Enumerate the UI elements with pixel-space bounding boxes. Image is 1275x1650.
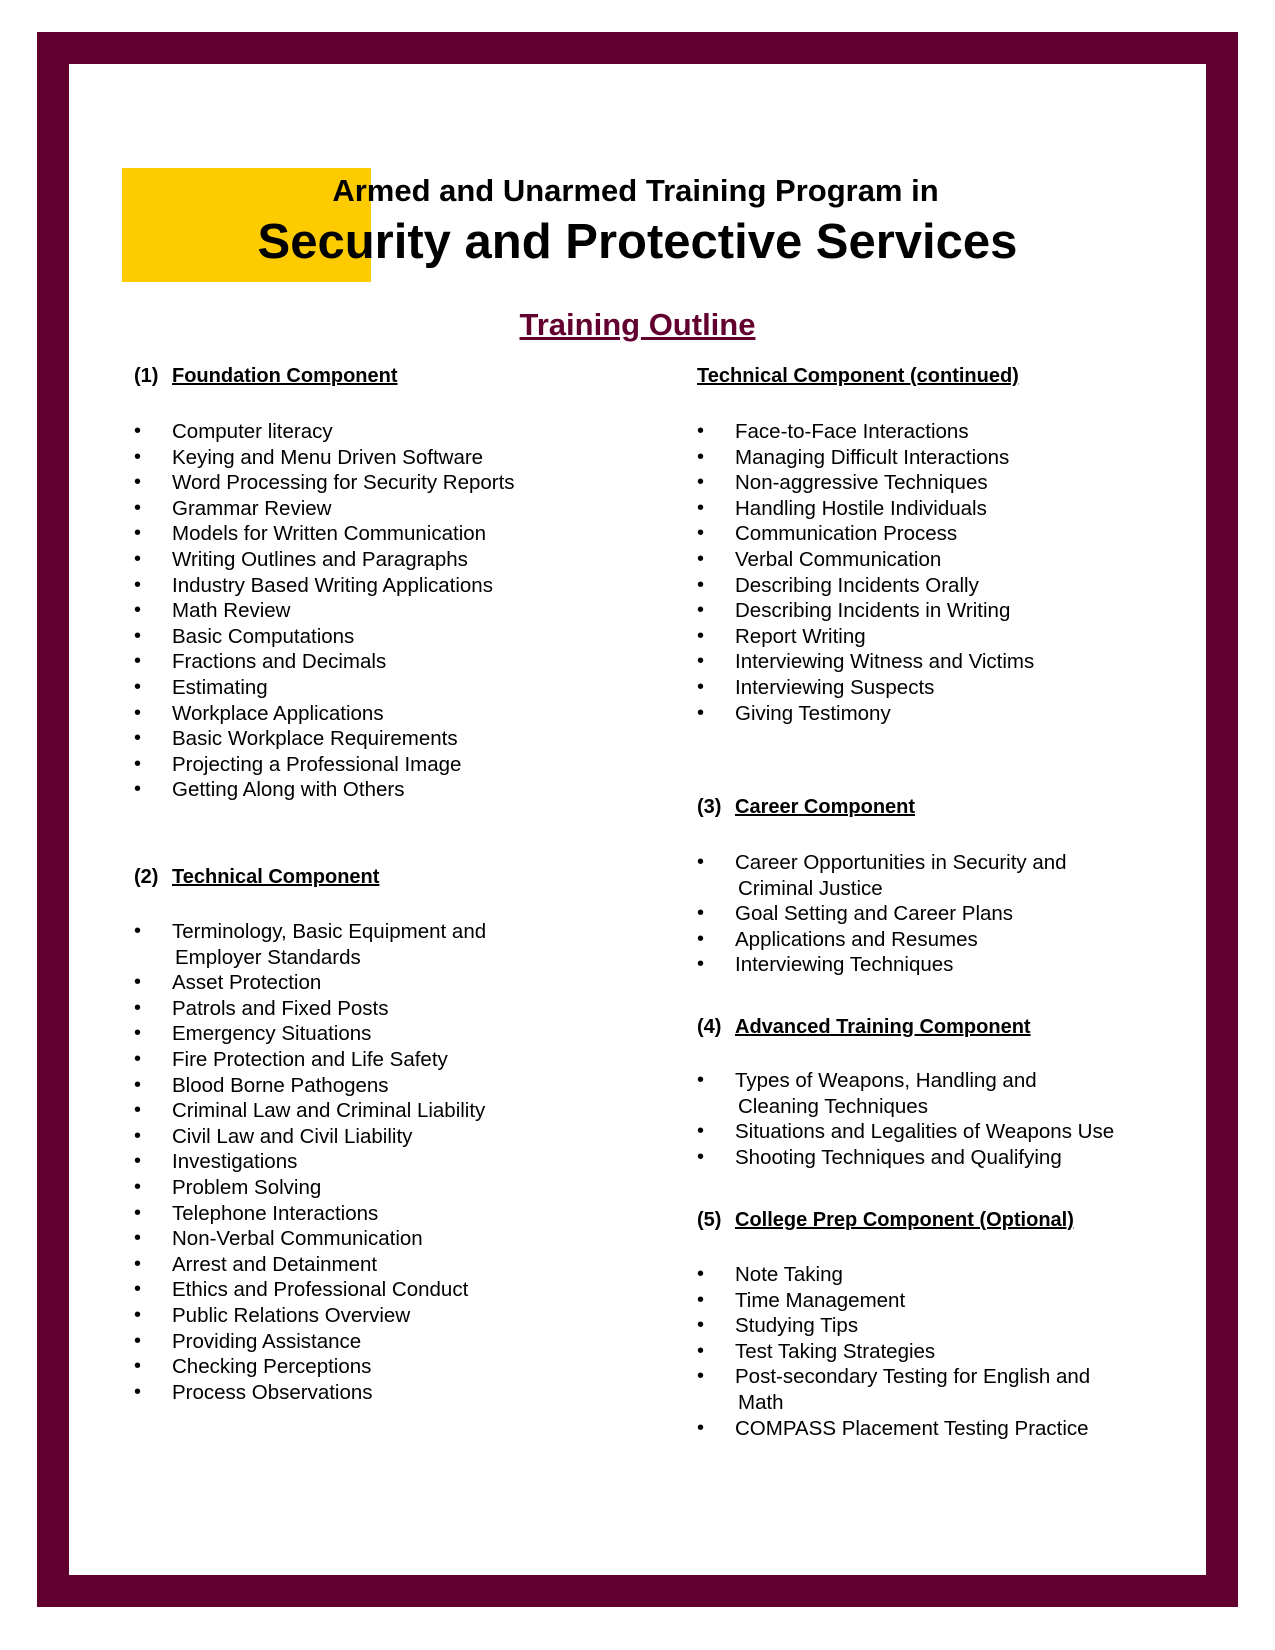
list-item (697, 675, 1034, 701)
career-list (697, 850, 1067, 978)
section-number: (1) (134, 365, 159, 387)
technical-continued-list (697, 419, 1034, 726)
list-item-text: Investigations (172, 1150, 298, 1174)
list-item (134, 1226, 486, 1252)
list-item (697, 573, 1034, 599)
list-item (134, 1329, 486, 1355)
list-item (697, 1339, 1090, 1365)
list-item-text: Public Relations Overview (172, 1303, 411, 1327)
list-item-text: Giving Testimony (735, 701, 891, 725)
list-item-text: Writing Outlines and Paragraphs (172, 547, 468, 571)
list-item (697, 701, 1034, 727)
list-item-text: Shooting Techniques and Qualifying (735, 1145, 1062, 1169)
list-item-text: Handling Hostile Individuals (735, 496, 987, 520)
list-item-text: Keying and Menu Driven Software (172, 445, 484, 469)
list-item-text: Terminology, Basic Equipment and (172, 920, 487, 943)
list-item (697, 1068, 1114, 1119)
list-item (134, 445, 515, 471)
list-item (697, 470, 1034, 496)
list-item-text: Applications and Resumes (735, 927, 978, 951)
list-item-text: Career Opportunities in Security and (735, 851, 1067, 874)
list-item-text: Interviewing Witness and Victims (735, 650, 1035, 674)
section-label: Technical Component (172, 866, 380, 888)
list-item (697, 445, 1034, 471)
list-item-text: Projecting a Professional Image (172, 752, 462, 776)
list-item (697, 1119, 1114, 1145)
section-number: (2) (134, 866, 159, 888)
section-number: (3) (697, 796, 722, 818)
list-item-text: Checking Perceptions (172, 1355, 372, 1379)
section-label: Foundation Component (172, 365, 398, 387)
section-heading-technical-continued (697, 365, 1019, 388)
list-item (134, 419, 515, 445)
section-label: Technical Component (continued) (697, 365, 1019, 387)
list-item (134, 1149, 486, 1175)
list-item (697, 649, 1034, 675)
training-outline-heading: Training Outline (519, 307, 756, 342)
list-item-text: Describing Incidents Orally (735, 573, 979, 597)
list-item-text: Situations and Legalities of Weapons Use (735, 1120, 1115, 1144)
list-item (697, 1416, 1090, 1442)
list-item (134, 777, 515, 803)
list-item-text: Process Observations (172, 1380, 373, 1404)
list-item (134, 470, 515, 496)
list-item (134, 598, 515, 624)
list-item (134, 649, 515, 675)
advanced-list (697, 1068, 1114, 1170)
list-item (697, 901, 1067, 927)
list-item-text: Report Writing (735, 624, 866, 648)
list-item-text: Non-Verbal Communication (172, 1227, 423, 1251)
list-item-text: Industry Based Writing Applications (172, 573, 493, 597)
list-item-text: Word Processing for Security Reports (172, 471, 515, 495)
list-item-text: Computer literacy (172, 420, 333, 443)
list-item-text: Time Management (735, 1288, 906, 1312)
list-item-text: Math Review (172, 599, 291, 623)
list-item-text: Patrols and Fixed Posts (172, 996, 389, 1020)
list-item-text: Providing Assistance (172, 1329, 362, 1353)
list-item-text-continued: Employer Standards (175, 945, 361, 969)
list-item (697, 952, 1067, 978)
section-heading-advanced (697, 1016, 1031, 1039)
section-number: (5) (697, 1209, 722, 1231)
list-item-text: Models for Written Communication (172, 522, 487, 546)
list-item-text: Grammar Review (172, 496, 332, 520)
list-item (134, 996, 486, 1022)
list-item (134, 1277, 486, 1303)
list-item-text: Workplace Applications (172, 701, 384, 725)
list-item (697, 1313, 1090, 1339)
list-item (697, 1288, 1090, 1314)
list-item (134, 675, 515, 701)
list-item-text: Post-secondary Testing for English and (735, 1365, 1091, 1389)
list-item (134, 752, 515, 778)
list-item (134, 1303, 486, 1329)
list-item-text: Civil Law and Civil Liability (172, 1124, 413, 1148)
list-item-text: Describing Incidents in Writing (735, 599, 1011, 623)
list-item (697, 1364, 1090, 1415)
list-item (134, 1047, 486, 1073)
list-item-text: Interviewing Techniques (735, 953, 954, 977)
section-label: Advanced Training Component (735, 1016, 1031, 1038)
technical-list (134, 919, 486, 1405)
list-item (134, 1098, 486, 1124)
list-item (134, 1124, 486, 1150)
list-item-text-continued: Cleaning Techniques (738, 1094, 928, 1118)
list-item-text: Note Taking (735, 1263, 843, 1286)
list-item-text: Arrest and Detainment (172, 1252, 378, 1276)
list-item (697, 547, 1034, 573)
list-item (697, 521, 1034, 547)
list-item-text: Studying Tips (735, 1314, 859, 1338)
list-item-text: Problem Solving (172, 1175, 322, 1199)
list-item-text: Types of Weapons, Handling and (735, 1069, 1037, 1092)
list-item (134, 496, 515, 522)
title-line-1: Armed and Unarmed Training Program in (332, 173, 939, 208)
list-item (697, 850, 1067, 901)
list-item (134, 1201, 486, 1227)
list-item-text: Criminal Law and Criminal Liability (172, 1099, 486, 1123)
list-item (134, 1073, 486, 1099)
list-item-text: Verbal Communication (735, 547, 942, 571)
section-label: College Prep Component (Optional) (735, 1209, 1074, 1231)
list-item-text: Basic Workplace Requirements (172, 727, 458, 751)
list-item (134, 701, 515, 727)
section-heading-foundation (134, 365, 398, 388)
list-item-text: Non-aggressive Techniques (735, 471, 988, 495)
list-item (697, 624, 1034, 650)
list-item (134, 1380, 486, 1406)
list-item-text: Managing Difficult Interactions (735, 445, 1010, 469)
list-item-text: Fire Protection and Life Safety (172, 1047, 448, 1071)
list-item-text: COMPASS Placement Testing Practice (735, 1416, 1089, 1440)
list-item-text: Communication Process (735, 522, 958, 546)
section-label: Career Component (735, 796, 916, 818)
list-item-text-continued: Criminal Justice (738, 876, 883, 900)
list-item (697, 927, 1067, 953)
list-item (697, 1262, 1090, 1288)
list-item (697, 419, 1034, 445)
list-item (134, 624, 515, 650)
section-heading-career (697, 796, 915, 819)
list-item (697, 496, 1034, 522)
list-item-text: Face-to-Face Interactions (735, 420, 969, 443)
list-item (134, 521, 515, 547)
list-item-text: Ethics and Professional Conduct (172, 1278, 469, 1302)
list-item (134, 726, 515, 752)
list-item-text: Basic Computations (172, 624, 355, 648)
foundation-list (134, 419, 515, 803)
list-item (134, 1175, 486, 1201)
list-item (134, 1021, 486, 1047)
list-item (697, 1145, 1114, 1171)
list-item-text: Goal Setting and Career Plans (735, 902, 1014, 926)
list-item-text: Estimating (172, 675, 268, 699)
list-item-text: Getting Along with Others (172, 778, 405, 802)
title-line-2: Security and Protective Services (257, 215, 1018, 269)
college-prep-list (697, 1262, 1090, 1441)
section-heading-college-prep (697, 1209, 1074, 1232)
list-item-text: Blood Borne Pathogens (172, 1073, 389, 1097)
list-item-text: Interviewing Suspects (735, 675, 935, 699)
list-item (134, 547, 515, 573)
list-item (134, 1354, 486, 1380)
list-item-text-continued: Math (738, 1390, 784, 1414)
list-item-text: Emergency Situations (172, 1022, 372, 1046)
section-number: (4) (697, 1016, 722, 1038)
list-item (134, 1252, 486, 1278)
list-item (134, 919, 486, 970)
list-item (697, 598, 1034, 624)
list-item-text: Fractions and Decimals (172, 650, 387, 674)
list-item (134, 573, 515, 599)
list-item-text: Test Taking Strategies (735, 1339, 936, 1363)
section-heading-technical (134, 866, 379, 889)
list-item-text: Telephone Interactions (172, 1201, 379, 1225)
list-item (134, 970, 486, 996)
list-item-text: Asset Protection (172, 971, 322, 995)
